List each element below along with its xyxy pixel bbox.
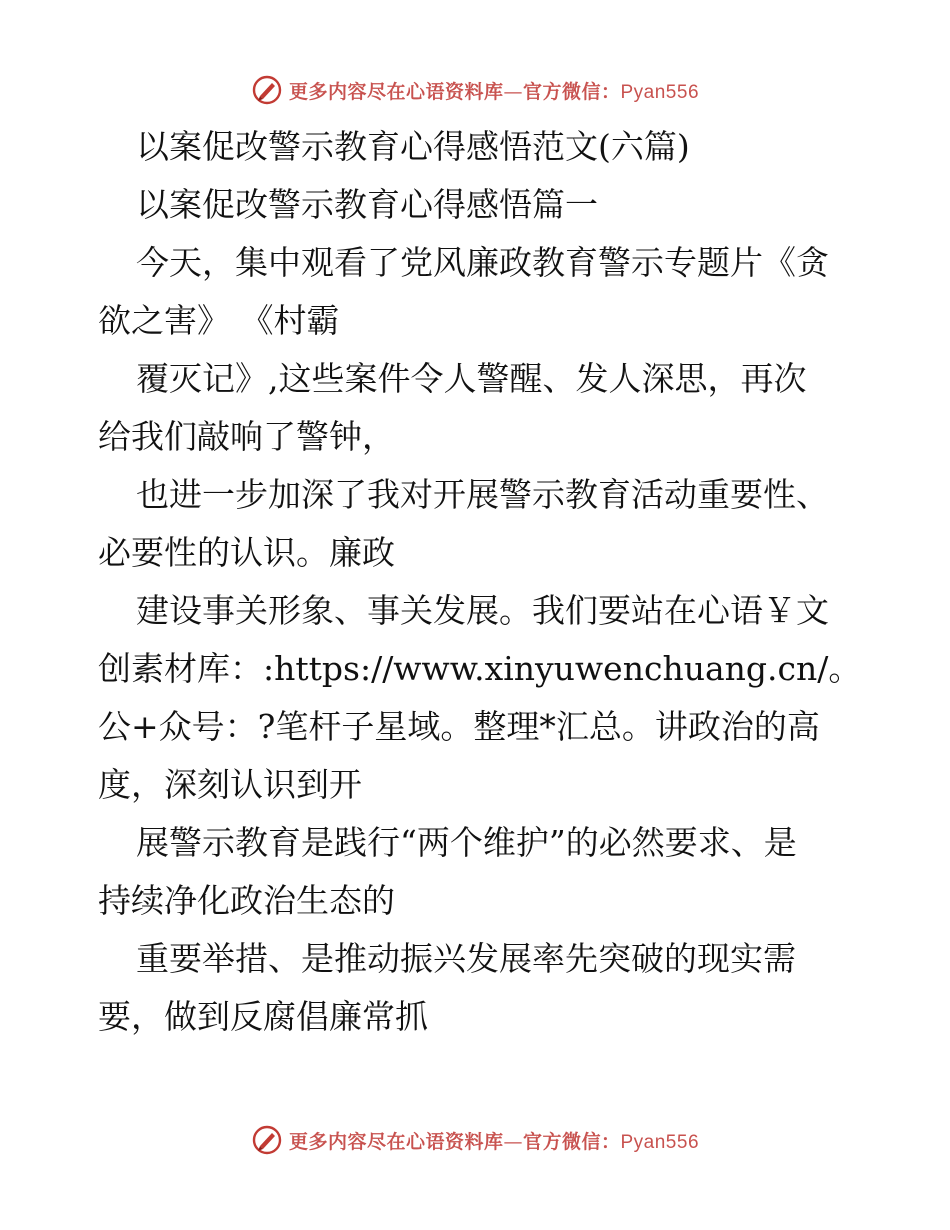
banner-wechat-id: Pyan556	[620, 1131, 700, 1153]
text-line: 给我们敲响了警钟，	[98, 417, 395, 456]
text-line: 今天，集中观看了党风廉政教育警示专题片《贪	[136, 243, 829, 282]
banner-wechat-label: 官方微信：	[522, 1130, 621, 1153]
text-line: 展警示教育是践行“两个维护”的必然要求、是	[136, 823, 797, 862]
pen-logo-icon	[251, 1124, 283, 1156]
text-line: 重要举措、是推动振兴发展率先突破的现实需	[136, 939, 796, 978]
text-line: 创素材库：:https://www.xinyuwenchuang.cn/。	[98, 649, 862, 688]
header-banner	[0, 72, 950, 108]
text-line: 必要性的认识。廉政	[98, 533, 395, 572]
text-line: 建设事关形象、事关发展。我们要站在心语￥文	[136, 591, 829, 630]
banner-text	[289, 77, 699, 104]
text-line: 度，深刻认识到开	[98, 765, 362, 804]
text-line: 欲之害》 《村霸	[98, 301, 340, 340]
banner-wechat-label: 官方微信：	[522, 80, 621, 103]
footer-banner	[0, 1122, 950, 1158]
banner-main-text: 更多内容尽在心语资料库	[288, 1130, 504, 1153]
text-line: 持续净化政治生态的	[98, 881, 395, 920]
text-line: 以案促改警示教育心得感悟范文(六篇)	[136, 127, 690, 166]
banner-wechat-id: Pyan556	[620, 81, 700, 103]
text-line: 公+众号：?笔杆子星域。整理*汇总。讲政治的高	[98, 707, 820, 746]
banner-separator: —	[503, 1130, 523, 1153]
text-line: 覆灭记》,这些案件令人警醒、发人深思，再次	[136, 359, 807, 398]
banner-text	[289, 1127, 699, 1154]
text-line: 要，做到反腐倡廉常抓	[98, 997, 428, 1036]
text-line: 也进一步加深了我对开展警示教育活动重要性、	[136, 475, 829, 514]
pen-logo-icon	[251, 74, 283, 106]
banner-main-text: 更多内容尽在心语资料库	[288, 80, 504, 103]
text-line: 以案促改警示教育心得感悟篇一	[136, 185, 598, 224]
banner-separator: —	[503, 80, 523, 103]
document-body	[98, 118, 862, 1046]
